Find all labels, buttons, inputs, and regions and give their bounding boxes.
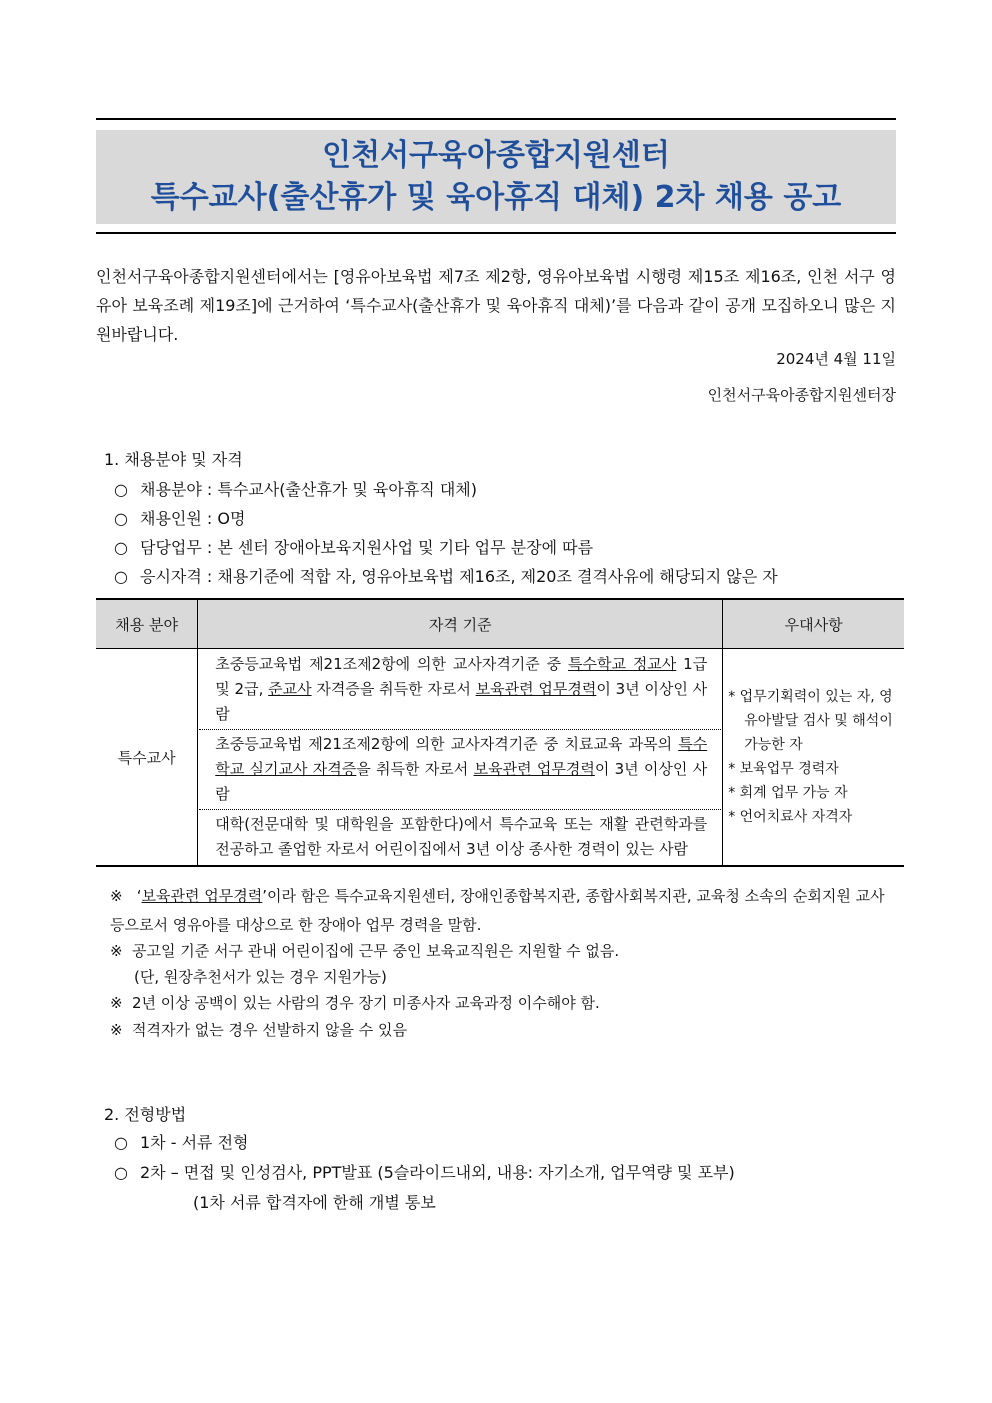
preference-item: * 회계 업무 가능 자 — [728, 785, 848, 801]
reference-mark-icon: ※ — [110, 1021, 123, 1039]
section-2-title: 2. 전형방법 — [104, 1105, 187, 1124]
table-header-row — [96, 599, 904, 649]
bullet-stage-2: ○ 2차 – 면접 및 인성검사, PPT발표 (5슬라이드내외, 내용: 자기소개, 업무역량 및 포부) — [114, 1163, 735, 1182]
circle-bullet-icon: ○ — [114, 509, 128, 528]
bullet-field: ○ 채용분야 : 특수교사(출산휴가 및 육아휴직 대체) — [114, 480, 477, 499]
circle-bullet-icon: ○ — [114, 480, 128, 499]
circle-bullet-icon: ○ — [114, 1163, 128, 1182]
section-1-title: 1. 채용분야 및 자격 — [104, 450, 243, 469]
bullet-eligibility: ○ 응시자격 : 채용기준에 적합 자, 영유아보육법 제16조, 제20조 결격사유에 해당되지 않은 자 — [114, 567, 778, 586]
bullet-stage-1: ○ 1차 - 서류 전형 — [114, 1133, 249, 1152]
stage-2-notice: (1차 서류 합격자에 한해 개별 통보 — [193, 1193, 436, 1212]
preference-item: * 언어치료사 자격자 — [728, 809, 853, 825]
reference-mark-icon: ※ — [110, 942, 123, 960]
circle-bullet-icon: ○ — [114, 567, 128, 586]
header-criteria: 자격 기준 — [198, 599, 723, 649]
signature: 인천서구육아종합지원센터장 — [707, 386, 896, 404]
note-1: ※ ‘보육관련 업무경력’이라 함은 특수교육지원센터, 장애인종합복지관, 종합사회복지관, 교육청 소속의 순회지원 교사 등으로서 영유아를 대상으로 한 장애아 업무 경력을 말함. — [110, 882, 900, 940]
reference-mark-icon: ※ — [110, 887, 123, 905]
criteria-item-3: 대학(전문대학 및 대학원을 포함한다)에서 특수교육 또는 재활 관련학과를 전공하고 졸업한 자로서 어린이집에서 3년 이상 종사한 경력이 있는 사람 — [199, 809, 721, 864]
note-2: ※ 공고일 기준 서구 관내 어린이집에 근무 중인 보육교직원은 지원할 수 없음. — [110, 937, 900, 966]
bullet-headcount: ○ 채용인원 : O명 — [114, 509, 246, 528]
note-4: ※ 적격자가 없는 경우 선발하지 않을 수 있음 — [110, 1016, 900, 1045]
title-line-1: 인천서구육아종합지원센터 — [322, 138, 670, 173]
title-banner — [96, 130, 896, 224]
header-field: 채용 분야 — [96, 599, 198, 649]
preferences-cell — [723, 649, 904, 867]
preference-item: * 보육업무 경력자 — [728, 761, 839, 777]
intro-paragraph: 인천서구육아종합지원센터에서는 [영유아보육법 제7조 제2항, 영유아보육법 시행령 제15조 제16조, 인천 서구 영유아 보육조례 제19조]에 근거하여 ‘특수교사(출산휴가 및 육아휴직 대체)’를 다음과 같이 공개 모집하오니 많은 지원바랍니다. — [96, 267, 896, 344]
requirements-table — [96, 598, 904, 867]
title-line-2: 특수교사(출산휴가 및 육아휴직 대체) 2차 채용 공고 — [150, 180, 842, 215]
title-box — [96, 118, 896, 234]
announcement-date: 2024년 4월 11일 — [776, 350, 896, 368]
bullet-duties: ○ 담당업무 : 본 센터 장애아보육지원사업 및 기타 업무 분장에 따름 — [114, 538, 594, 557]
criteria-item-1: 초중등교육법 제21조제2항에 의한 교사자격기준 중 특수학교 정교사 1급 및 2급, 준교사 자격증을 취득한 자로서 보육관련 업무경력이 3년 이상인 사람 — [215, 655, 708, 723]
preference-item: * 업무기획력이 있는 자, 영유아발달 검사 및 해석이 가능한 자 — [728, 689, 893, 753]
circle-bullet-icon: ○ — [114, 1133, 128, 1152]
circle-bullet-icon: ○ — [114, 538, 128, 557]
header-preferences: 우대사항 — [723, 599, 904, 649]
note-3: ※ 2년 이상 공백이 있는 사람의 경우 장기 미종사자 교육과정 이수해야 함. — [110, 989, 900, 1018]
criteria-cell — [198, 649, 723, 867]
note-2-sub: (단, 원장추천서가 있는 경우 지원가능) — [134, 968, 387, 986]
reference-mark-icon: ※ — [110, 994, 123, 1012]
table-row — [96, 649, 904, 867]
field-cell: 특수교사 — [96, 649, 198, 867]
criteria-item-2: 초중등교육법 제21조제2항에 의한 교사자격기준 중 치료교육 과목의 특수학교 실기교사 자격증을 취득한 자로서 보육관련 업무경력이 3년 이상인 사람 — [199, 729, 721, 809]
